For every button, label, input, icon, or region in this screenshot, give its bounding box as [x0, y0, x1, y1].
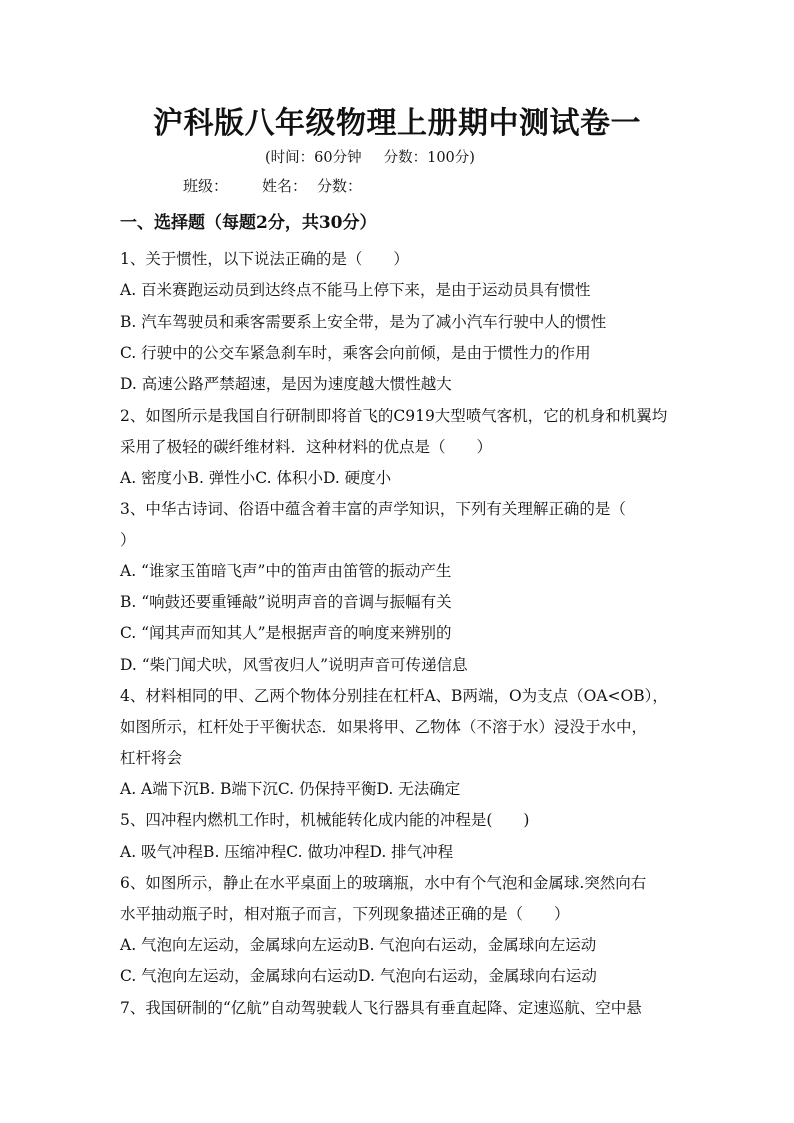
q6-stem-line1: 6、如图所示，静止在水平桌面上的玻璃瓶，水中有个气泡和金属球.突然向右	[120, 874, 647, 892]
q3-stem-line2: ）	[120, 531, 136, 549]
q1-stem: 1、关于惯性，以下说法正确的是（ ）	[120, 250, 409, 268]
q3-option-b: B. “响鼓还要重锤敲”说明声音的音调与振幅有关	[120, 593, 452, 611]
q3-option-a: A. “谁家玉笛暗飞声”中的笛声由笛管的振动产生	[120, 562, 452, 580]
time-limit: (时间：60分钟	[265, 150, 362, 166]
total-score: 分数：100分)	[383, 150, 475, 166]
q4-stem-line2: 如图所示，杠杆处于平衡状态．如果将甲、乙物体（不溶于水）浸没于水中，	[120, 718, 648, 736]
q3-option-d: D. “柴门闻犬吠，风雪夜归人”说明声音可传递信息	[120, 656, 468, 674]
q1-option-a: A. 百米赛跑运动员到达终点不能马上停下来，是由于运动员具有惯性	[120, 281, 591, 299]
q6-options-cd: C. 气泡向左运动，金属球向右运动D. 气泡向右运动，金属球向右运动	[120, 967, 597, 985]
q2-stem-line1: 2、如图所示是我国自行研制即将首飞的C919大型喷气客机，它的机身和机翼均	[120, 407, 668, 425]
q3-stem-line1: 3、中华古诗词、俗语中蕴含着丰富的声学知识，下列有关理解正确的是（	[120, 500, 626, 518]
q4-options: A. A端下沉B. B端下沉C. 仍保持平衡D. 无法确定	[120, 780, 461, 798]
q6-stem-line2: 水平抽动瓶子时，相对瓶子而言，下列现象描述正确的是（ ）	[120, 905, 570, 923]
q1-option-b: B. 汽车驾驶员和乘客需要系上安全带，是为了减小汽车行驶中人的惯性	[120, 313, 607, 331]
student-info	[183, 175, 362, 196]
class-label: 班级：	[183, 177, 229, 195]
q3-option-c: C. “闻其声而知其人”是根据声音的响度来辨别的	[120, 624, 452, 642]
q5-stem: 5、四冲程内燃机工作时，机械能转化成内能的冲程是( )	[120, 811, 530, 829]
q7-stem-line1: 7、我国研制的“亿航”自动驾驶载人飞行器具有垂直起降、定速巡航、空中悬	[120, 999, 642, 1017]
q2-stem-line2: 采用了极轻的碳纤维材料．这种材料的优点是（ ）	[120, 438, 493, 456]
section-heading: 一、选择题（每题2分，共30分）	[120, 213, 377, 233]
q4-stem-line1: 4、材料相同的甲、乙两个物体分别挂在杠杆A、B两端，O为支点（OA<OB），	[120, 687, 668, 705]
exam-meta	[265, 146, 475, 167]
q5-options: A. 吸气冲程B. 压缩冲程C. 做功冲程D. 排气冲程	[120, 843, 454, 861]
page-title: 沪科版八年级物理上册期中测试卷一	[153, 106, 641, 141]
q1-option-c: C. 行驶中的公交车紧急刹车时，乘客会向前倾，是由于惯性力的作用	[120, 344, 591, 362]
q4-stem-line3: 杠杆将会	[120, 749, 183, 767]
q1-option-d: D. 高速公路严禁超速，是因为速度越大惯性越大	[120, 375, 452, 393]
q6-options-ab: A. 气泡向左运动，金属球向左运动B. 气泡向右运动，金属球向左运动	[120, 936, 597, 954]
name-label: 姓名：	[262, 177, 308, 195]
score-label: 分数：	[317, 177, 363, 195]
q2-options: A. 密度小B. 弹性小C. 体积小D. 硬度小	[120, 469, 392, 487]
